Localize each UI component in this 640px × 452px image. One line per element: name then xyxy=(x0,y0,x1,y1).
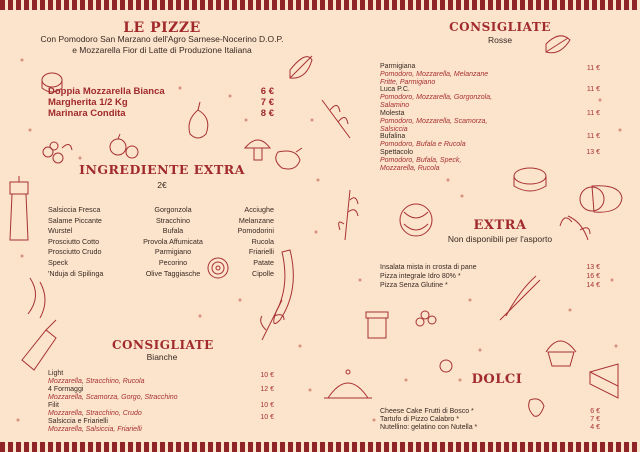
bianche-title: CONSIGLIATE xyxy=(112,338,214,352)
bianche-row xyxy=(48,386,274,402)
rosse-row xyxy=(380,86,600,111)
pepper-mill-icon xyxy=(10,176,28,240)
list-item: Provola Affumicata xyxy=(143,236,203,246)
pizza-price: 10 € xyxy=(260,402,274,409)
extra-price: 16 € xyxy=(586,273,600,280)
pizza-desc: Salamino xyxy=(380,102,410,110)
herb-branch-icon xyxy=(322,100,350,138)
pizza-name: Bufalina xyxy=(380,133,406,140)
pizze-subtitle-2: e Mozzarella Fior di Latte di Produzione Italiana xyxy=(72,45,252,55)
ingredienti-col-3 xyxy=(218,205,274,279)
pizza-price: 10 € xyxy=(260,414,274,421)
pizza-row xyxy=(48,108,274,119)
list-item: Rucola xyxy=(251,236,274,246)
leaf-top-right-icon xyxy=(546,36,570,53)
pizza-desc: Mozzarella, Rucola xyxy=(380,165,440,173)
cupcake-icon xyxy=(546,341,576,366)
dolci-title: DOLCI xyxy=(471,372,523,387)
chili-peppers-icon xyxy=(28,278,45,318)
berries-icon xyxy=(416,311,436,326)
dolci-row xyxy=(380,424,600,432)
extra-subtitle: Non disponibili per l'asporto xyxy=(447,234,553,244)
pizza-desc: Pomodoro, Mozzarella, Scamorza, xyxy=(380,118,488,126)
list-item: Olive Taggiasche xyxy=(145,268,201,278)
rosse-title: CONSIGLIATE xyxy=(449,20,551,34)
pizza-desc: Mozzarella, Stracchino, Crudo xyxy=(48,410,142,418)
round-loaf-icon xyxy=(400,204,432,236)
pizza-row xyxy=(48,86,274,97)
pizza-name: Marinara Condita xyxy=(48,108,126,119)
olives-icon xyxy=(43,142,72,163)
ingredienti-col-2 xyxy=(128,205,218,279)
extra-row xyxy=(380,282,600,290)
extra-name: Pizza Senza Glutine * xyxy=(380,282,448,289)
pizza-desc: Fritte, Parmigiano xyxy=(380,79,436,87)
list-item: Cipolle xyxy=(252,268,274,278)
dolci-price: 4 € xyxy=(590,424,600,431)
pizza-desc: Mozzarella, Stracchino, Rucola xyxy=(48,378,145,386)
list-item: Prosciutto Cotto xyxy=(48,236,100,246)
dolci-name: Nutellino: gelatino con Nutella * xyxy=(380,424,478,431)
bianche-row xyxy=(48,370,274,386)
pizze-subtitle-1: Con Pomodoro San Marzano dell'Agro Sarnese-Nocerino D.O.P. xyxy=(40,34,284,44)
list-item: Stracchino xyxy=(156,215,190,225)
list-item: Prosciutto Crudo xyxy=(48,247,102,257)
list-item: Acciughe xyxy=(244,205,274,214)
salami-icon xyxy=(580,186,622,212)
pizza-name: Molesta xyxy=(380,110,405,117)
pizza-name: Luca P.C. xyxy=(380,86,410,93)
dolci-price: 7 € xyxy=(590,416,600,423)
cloche-icon xyxy=(324,370,372,398)
list-item: Salsiccia Fresca xyxy=(48,205,101,214)
extra-title: EXTRA xyxy=(473,218,527,233)
rosse-row xyxy=(380,63,600,88)
pizza-price: 11 € xyxy=(586,86,600,93)
pizza-name: 4 Formaggi xyxy=(48,386,84,393)
ingredienti-price: 2€ xyxy=(157,180,167,190)
raspberry-icon xyxy=(440,360,452,372)
pizza-desc: Pomodoro, Bufala e Rucola xyxy=(380,141,466,149)
leaf-icon xyxy=(290,56,312,78)
pizza-price: 8 € xyxy=(260,108,274,119)
ingredienti-list xyxy=(48,205,278,285)
pizza-desc: Mozzarella, Salsiccia, Friarielli xyxy=(48,426,142,434)
pizza-price: 7 € xyxy=(260,97,274,108)
list-item: Patate xyxy=(253,257,274,267)
pizza-price: 10 € xyxy=(260,372,274,379)
bianche-row xyxy=(48,402,274,418)
wheat-icon xyxy=(339,190,358,240)
extra-price: 13 € xyxy=(586,264,600,271)
pizza-price: 12 € xyxy=(260,386,274,393)
pizza-name: Margherita 1/2 Kg xyxy=(48,97,128,108)
cake-slice-icon xyxy=(590,364,618,398)
dolci-price: 6 € xyxy=(590,408,600,415)
extra-price: 14 € xyxy=(586,282,600,289)
pizza-price: 11 € xyxy=(586,65,600,72)
pizze-title: LE PIZZE xyxy=(123,20,201,36)
dolci-name: Tartufo di Pizzo Calabro * xyxy=(380,416,459,423)
eggplant-icon xyxy=(276,148,302,169)
pizza-name: Doppia Mozzarella Bianca xyxy=(48,86,165,97)
extra-name: Insalata mista in crosta di pane xyxy=(380,264,477,271)
list-item: Salame Piccante xyxy=(48,215,102,225)
pizza-price: 13 € xyxy=(586,149,600,156)
mushroom-icon xyxy=(245,140,270,160)
spice-jar-icon xyxy=(366,312,388,338)
pizza-desc: Salsiccia xyxy=(380,126,408,134)
pizza-price: 11 € xyxy=(586,110,600,117)
extra-row xyxy=(380,273,600,281)
extra-name: Pizza integrale Idro 80% * xyxy=(380,273,461,280)
rosse-subtitle: Rosse xyxy=(487,35,513,45)
pizza-price: 11 € xyxy=(586,133,600,140)
pizza-name: Salsiccia e Friarielli xyxy=(48,418,108,425)
pizza-desc: Pomodoro, Mozzarella, Gorgonzola, xyxy=(380,94,493,102)
dolci-row xyxy=(380,408,600,416)
ingredienti-title: INGREDIENTE EXTRA xyxy=(79,162,245,177)
pizza-desc: Mozzarella, Scamorza, Gorgo, Stracchino xyxy=(48,394,178,402)
list-item: Pomodorini xyxy=(237,226,274,236)
pizza-desc: Pomodoro, Bufala, Speck, xyxy=(380,157,462,165)
bianche-subtitle: Bianche xyxy=(146,352,178,362)
list-item: Bufala xyxy=(162,226,184,236)
list-item: Speck xyxy=(48,257,68,267)
pizza-desc: Pomodoro, Mozzarella, Melanzane xyxy=(380,71,489,79)
pizza-row xyxy=(48,97,274,108)
tomato-icon xyxy=(110,134,138,158)
list-item: Melanzane xyxy=(238,215,274,225)
pizza-name: Filit xyxy=(48,402,59,409)
list-item: Wurstel xyxy=(48,226,73,236)
pizza-name: Light xyxy=(48,370,64,377)
rosse-row xyxy=(380,110,600,135)
rosse-row xyxy=(380,149,600,174)
extra-row xyxy=(380,264,600,272)
pizza-name: Parmigiana xyxy=(380,63,416,70)
oil-bottle-icon xyxy=(22,320,56,370)
pizza-name: Spettacolo xyxy=(380,149,414,156)
list-item: Pecorino xyxy=(158,257,188,267)
list-item: Friarielli xyxy=(248,247,274,257)
list-item: 'Nduja di Spilinga xyxy=(48,268,104,278)
dolci-name: Cheese Cake Frutti di Bosco * xyxy=(380,408,474,415)
list-item: Parmigiano xyxy=(154,247,192,257)
list-item: Gorgonzola xyxy=(154,205,192,214)
rosse-row xyxy=(380,133,600,149)
pizza-price: 6 € xyxy=(260,86,274,97)
ingredienti-col-1 xyxy=(48,205,103,279)
dolci-row xyxy=(380,416,600,424)
